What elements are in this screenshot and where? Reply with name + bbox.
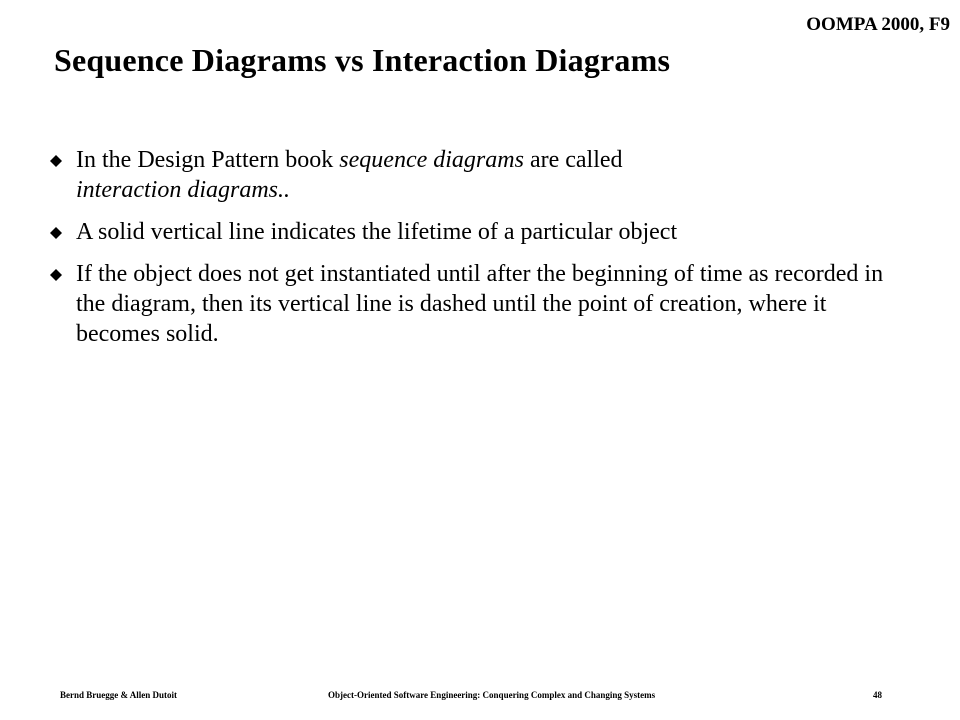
bullet-text-part: are called	[523, 147, 623, 173]
footer-authors: Bernd Bruegge & Allen Dutoit	[60, 690, 177, 700]
diamond-bullet-icon	[50, 269, 62, 281]
diamond-bullet-icon	[50, 155, 62, 167]
bullet-list	[48, 145, 908, 361]
bullet-text-part: In the Design Pattern book	[76, 147, 340, 173]
slide-title: Sequence Diagrams vs Interaction Diagrams	[54, 42, 671, 78]
bullet-text-part: If the object does not get instantiated until after the beginning of time as recorded in the diagram, then its vertical line is dashed until the point of creation, where it becomes solid.	[76, 261, 884, 347]
page-number: 48	[873, 690, 882, 700]
bullet-text-part-italic: sequence diagrams	[339, 147, 524, 173]
course-tag: OOMPA 2000, F9	[806, 14, 950, 35]
footer-book-title: Object-Oriented Software Engineering: Conquering Complex and Changing Systems	[328, 690, 656, 700]
bullet-item	[48, 259, 908, 349]
bullet-item	[48, 145, 908, 205]
bullet-text-part-italic: interaction diagrams..	[76, 177, 290, 203]
bullet-text-part: A solid vertical line indicates the lifetime of a particular object	[76, 219, 678, 245]
bullet-item	[48, 217, 908, 247]
diamond-bullet-icon	[50, 227, 62, 239]
